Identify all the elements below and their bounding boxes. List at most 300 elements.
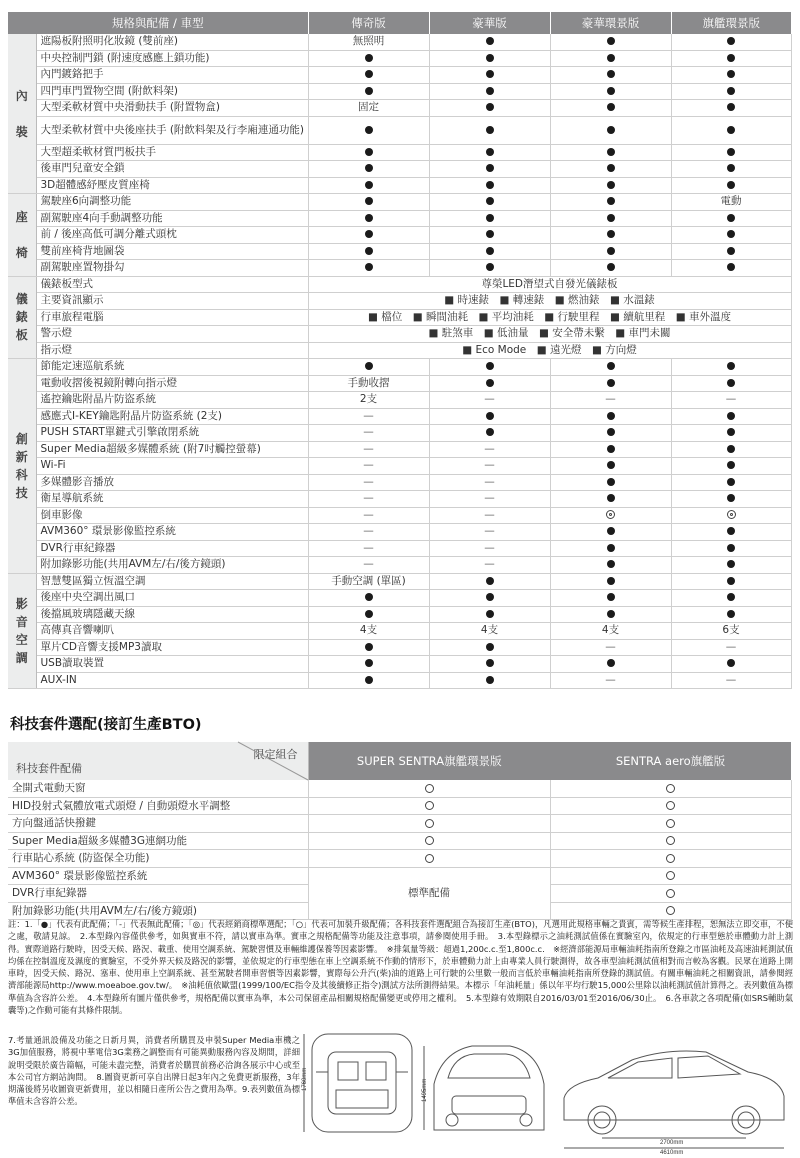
spec-cell <box>671 458 791 475</box>
spec-row <box>8 194 791 211</box>
spec-item-label: 中央控制門鎖 (附速度感應上鎖功能) <box>36 50 308 67</box>
spec-cell <box>308 116 429 144</box>
length-dim: 4610mm <box>660 1150 684 1156</box>
spec-cell: — <box>308 425 429 442</box>
spec-cell <box>429 639 550 656</box>
spec-item-label: 警示燈 <box>36 326 308 343</box>
height-dim: 1495mm <box>422 1078 428 1102</box>
spec-row <box>8 144 791 161</box>
bto-item-label: DVR行車紀錄器 <box>8 885 308 903</box>
spec-cell <box>550 67 671 84</box>
standard-dot-icon <box>607 412 615 420</box>
spec-row <box>8 375 791 392</box>
standard-dot-icon <box>365 362 373 370</box>
standard-dot-icon <box>607 181 615 189</box>
spec-row <box>8 161 791 178</box>
car-side-view <box>564 1051 784 1148</box>
standard-dot-icon <box>607 445 615 453</box>
car-top-view <box>304 1034 412 1132</box>
spec-cell <box>550 507 671 524</box>
spec-item-label: 四門車門置物空間 (附飲料架) <box>36 83 308 100</box>
spec-cell <box>550 177 671 194</box>
standard-dot-icon <box>486 428 494 436</box>
standard-dot-icon <box>365 230 373 238</box>
standard-dot-icon <box>486 643 494 651</box>
spec-row <box>8 507 791 524</box>
standard-dot-icon <box>365 610 373 618</box>
standard-dot-icon <box>607 263 615 271</box>
spec-row <box>8 100 791 117</box>
car-front-view <box>424 1046 544 1130</box>
standard-dot-icon <box>727 164 735 172</box>
standard-dot-icon <box>365 214 373 222</box>
standard-dot-icon <box>486 593 494 601</box>
spec-cell <box>671 83 791 100</box>
spec-row <box>8 672 791 689</box>
standard-dot-icon <box>486 610 494 618</box>
standard-dot-icon <box>365 181 373 189</box>
bto-item-label: 方向盤通話快撥鍵 <box>8 815 308 833</box>
spec-cell <box>308 50 429 67</box>
spec-cell <box>671 507 791 524</box>
spec-cell: — <box>308 474 429 491</box>
spec-cell: — <box>429 557 550 574</box>
spec-cell <box>429 359 550 376</box>
standard-dot-icon <box>365 197 373 205</box>
spec-cell <box>429 34 550 50</box>
spec-item-label: 感應式I-KEY鑰匙附晶片防盜系統 (2支) <box>36 408 308 425</box>
standard-dot-icon <box>727 87 735 95</box>
standard-dot-icon <box>607 103 615 111</box>
bto-cell <box>308 780 550 797</box>
spec-cell <box>429 375 550 392</box>
spec-row <box>8 408 791 425</box>
spec-cell <box>671 243 791 260</box>
spec-cell <box>308 260 429 277</box>
bto-row <box>8 867 791 885</box>
spec-header-row <box>8 12 791 34</box>
spec-cell: — <box>308 458 429 475</box>
spec-cell <box>550 83 671 100</box>
spec-cell: 手動空調 (單區) <box>308 573 429 590</box>
spec-row <box>8 67 791 84</box>
spec-item-label: 單片CD音響支援MP3讀取 <box>36 639 308 656</box>
spec-row <box>8 557 791 574</box>
spec-item-label: 電動收摺後視鏡附轉向指示燈 <box>36 375 308 392</box>
optional-circle-icon <box>666 889 675 898</box>
standard-dot-icon <box>727 230 735 238</box>
standard-dot-icon <box>486 148 494 156</box>
spec-row <box>8 458 791 475</box>
spec-item-label: 多媒體影音播放 <box>36 474 308 491</box>
spec-cell <box>671 50 791 67</box>
spec-cell <box>550 540 671 557</box>
spec-cell <box>671 116 791 144</box>
bto-header-row <box>8 742 791 780</box>
spec-cell <box>550 243 671 260</box>
spec-row <box>8 34 791 50</box>
standard-dot-icon <box>607 577 615 585</box>
spec-row <box>8 474 791 491</box>
spec-cell <box>550 50 671 67</box>
spec-cell <box>308 243 429 260</box>
spec-item-label: 大型柔軟材質中央滑動扶手 (附置物盒) <box>36 100 308 117</box>
bto-cell <box>550 885 791 903</box>
bto-corner-top: 限定組合 <box>253 748 298 761</box>
standard-dot-icon <box>727 478 735 486</box>
spec-row <box>8 425 791 442</box>
spec-item-label: 後座中央空調出風口 <box>36 590 308 607</box>
bto-cell <box>308 850 550 868</box>
standard-dot-icon <box>727 428 735 436</box>
spec-header-luxury-360: 豪華環景版 <box>550 12 671 34</box>
spec-cell <box>671 425 791 442</box>
spec-item-label: 3D超體感紓壓皮質座椅 <box>36 177 308 194</box>
spec-item-label: 衛星導航系統 <box>36 491 308 508</box>
spec-cell <box>671 573 791 590</box>
spec-cell: — <box>671 392 791 409</box>
standard-dot-icon <box>727 54 735 62</box>
spec-item-label: 倒車影像 <box>36 507 308 524</box>
spec-row <box>8 342 791 359</box>
spec-item-label: 前 / 後座高低可調分離式頭枕 <box>36 227 308 244</box>
spec-cell: 手動收摺 <box>308 375 429 392</box>
spec-cell <box>550 359 671 376</box>
optional-circle-icon <box>666 784 675 793</box>
spec-row <box>8 491 791 508</box>
spec-row <box>8 540 791 557</box>
standard-dot-icon <box>365 593 373 601</box>
spec-cell <box>429 590 550 607</box>
standard-dot-icon <box>365 87 373 95</box>
spec-cell: — <box>308 441 429 458</box>
spec-item-label: Wi-Fi <box>36 458 308 475</box>
spec-cell: — <box>429 540 550 557</box>
spec-row <box>8 573 791 590</box>
spec-cell <box>550 557 671 574</box>
standard-dot-icon <box>607 379 615 387</box>
spec-cell <box>429 672 550 689</box>
spec-item-label: 副駕駛座4向手動調整功能 <box>36 210 308 227</box>
spec-cell <box>429 227 550 244</box>
standard-dot-icon <box>486 247 494 255</box>
standard-dot-icon <box>486 230 494 238</box>
spec-span-value: ■ 檔位 ■ 瞬間油耗 ■ 平均油耗 ■ 行駛里程 ■ 續航里程 ■ 車外溫度 <box>308 309 791 326</box>
spec-row <box>8 309 791 326</box>
standard-dot-icon <box>607 478 615 486</box>
optional-circle-icon <box>425 819 434 828</box>
bto-item-label: 行車貼心系統 (防盜保全功能) <box>8 850 308 868</box>
category-dashboard: 儀 錶 板 <box>8 276 36 359</box>
spec-cell: — <box>308 408 429 425</box>
spec-cell <box>550 144 671 161</box>
spec-cell <box>308 639 429 656</box>
spec-span-value: ■ 駐煞車 ■ 低油量 ■ 安全帶未繫 ■ 車門未關 <box>308 326 791 343</box>
optional-circle-icon <box>425 801 434 810</box>
spec-row <box>8 639 791 656</box>
category-av: 影 音 空 調 <box>8 573 36 689</box>
spec-row <box>8 116 791 144</box>
standard-dot-icon <box>607 247 615 255</box>
spec-cell <box>429 606 550 623</box>
standard-dot-icon <box>365 263 373 271</box>
spec-span-value: ■ 時速錶 ■ 轉速錶 ■ 燃油錶 ■ 水溫錶 <box>308 293 791 310</box>
spec-row <box>8 441 791 458</box>
spec-cell <box>671 590 791 607</box>
spec-cell: — <box>308 507 429 524</box>
standard-dot-icon <box>727 126 735 134</box>
spec-item-label: 副駕駛座置物掛勾 <box>36 260 308 277</box>
spec-cell <box>429 260 550 277</box>
standard-dot-icon <box>727 412 735 420</box>
spec-cell <box>671 441 791 458</box>
spec-cell: — <box>429 524 550 541</box>
spec-row <box>8 392 791 409</box>
spec-item-label: 行車旅程電腦 <box>36 309 308 326</box>
spec-cell <box>550 425 671 442</box>
spec-item-label: 駕駛座6向調整功能 <box>36 194 308 211</box>
spec-item-label: 儀錶板型式 <box>36 276 308 293</box>
spec-span-value: ■ Eco Mode ■ 遠光燈 ■ 方向燈 <box>308 342 791 359</box>
standard-dot-icon <box>486 379 494 387</box>
standard-dot-icon <box>727 362 735 370</box>
spec-cell <box>429 100 550 117</box>
standard-dot-icon <box>727 247 735 255</box>
spec-cell: — <box>550 672 671 689</box>
spec-cell <box>671 210 791 227</box>
spec-cell <box>429 573 550 590</box>
spec-cell <box>671 260 791 277</box>
spec-span-value: 尊榮LED潛望式自發光儀錶板 <box>308 276 791 293</box>
spec-cell: — <box>429 458 550 475</box>
standard-dot-icon <box>727 445 735 453</box>
bto-cell <box>550 815 791 833</box>
spec-cell <box>550 116 671 144</box>
standard-dot-icon <box>486 214 494 222</box>
standard-dot-icon <box>486 103 494 111</box>
optional-circle-icon <box>666 819 675 828</box>
spec-cell <box>671 67 791 84</box>
spec-cell <box>308 194 429 211</box>
category-seat: 座 椅 <box>8 194 36 277</box>
standard-dot-icon <box>727 103 735 111</box>
spec-cell: 無照明 <box>308 34 429 50</box>
spec-cell <box>308 177 429 194</box>
bto-cell <box>550 832 791 850</box>
spec-row <box>8 210 791 227</box>
standard-dot-icon <box>486 412 494 420</box>
standard-dot-icon <box>727 560 735 568</box>
standard-dot-icon <box>727 610 735 618</box>
spec-cell: — <box>550 392 671 409</box>
spec-cell <box>429 210 550 227</box>
spec-cell <box>308 210 429 227</box>
spec-cell: — <box>429 474 550 491</box>
spec-cell <box>308 67 429 84</box>
standard-dot-icon <box>727 461 735 469</box>
spec-cell <box>671 375 791 392</box>
spec-cell <box>550 260 671 277</box>
bto-corner-diagonal <box>8 742 308 780</box>
spec-cell <box>429 194 550 211</box>
bto-header-sentra-aero: SENTRA aero旗艦版 <box>550 742 791 780</box>
spec-cell: 4支 <box>550 623 671 640</box>
standard-dot-icon <box>607 428 615 436</box>
standard-dot-icon <box>486 164 494 172</box>
bto-standard-cell: 標準配備 <box>308 867 550 920</box>
standard-dot-icon <box>486 87 494 95</box>
bto-item-label: 附加錄影功能(共用AVM左/右/後方鏡頭) <box>8 902 308 920</box>
standard-dot-icon <box>486 659 494 667</box>
spec-cell: — <box>429 491 550 508</box>
standard-dot-icon <box>486 181 494 189</box>
standard-dot-icon <box>727 37 735 45</box>
spec-cell <box>550 194 671 211</box>
standard-dot-icon <box>486 37 494 45</box>
spec-item-label: DVR行車紀錄器 <box>36 540 308 557</box>
bto-row <box>8 815 791 833</box>
spec-cell <box>671 144 791 161</box>
bto-cell <box>308 832 550 850</box>
spec-cell <box>429 656 550 673</box>
spec-item-label: PUSH START單鍵式引擎啟閉系統 <box>36 425 308 442</box>
spec-cell <box>671 100 791 117</box>
spec-item-label: Super Media超級多媒體系統 (附7吋觸控螢幕) <box>36 441 308 458</box>
bto-row <box>8 780 791 797</box>
spec-cell <box>550 656 671 673</box>
spec-cell: — <box>308 524 429 541</box>
spec-item-label: 節能定速巡航系統 <box>36 359 308 376</box>
spec-cell <box>429 425 550 442</box>
spec-row <box>8 276 791 293</box>
standard-dot-icon <box>486 676 494 684</box>
standard-dot-icon <box>486 577 494 585</box>
spec-cell: — <box>429 392 550 409</box>
spec-cell <box>308 656 429 673</box>
bto-row <box>8 850 791 868</box>
bto-cell <box>308 797 550 815</box>
standard-dot-icon <box>486 197 494 205</box>
standard-dot-icon <box>727 214 735 222</box>
spec-cell <box>308 590 429 607</box>
optional-circle-icon <box>666 854 675 863</box>
spec-row <box>8 243 791 260</box>
standard-dot-icon <box>486 126 494 134</box>
optional-circle-icon <box>425 854 434 863</box>
standard-dot-icon <box>727 577 735 585</box>
optional-circle-icon <box>425 836 434 845</box>
bto-row <box>8 797 791 815</box>
bto-item-label: HID投射式氣體放電式頭燈 / 自動頭燈水平調整 <box>8 797 308 815</box>
spec-item-label: AUX-IN <box>36 672 308 689</box>
bto-title: 科技套件選配(接訂生產BTO) <box>10 717 202 733</box>
footnotes-side: 7.考量通訊設備及功能之日新月異，消費者所購買及申裝Super Media車機之3G加值服務，將視中華電信3G業務之調整而有可能異動服務內容及期間，詳細說明受限於廣告篇幅，可能未盡完整，消費者於購買前務必洽詢各展示中心或至本公司官方網站詢問。 8.圖資更新可享自出牌日起3年內之免費更新服務，3年期滿後將另收圖資更新費用，並以相隨日產所公告之費用為準。9.表列數值為標準值未含容許公差。 <box>8 1035 300 1107</box>
spec-row <box>8 83 791 100</box>
bto-cell <box>550 902 791 920</box>
standard-dot-icon <box>727 494 735 502</box>
bto-body <box>8 780 791 920</box>
standard-dot-icon <box>607 126 615 134</box>
spec-cell <box>671 557 791 574</box>
standard-dot-icon <box>365 54 373 62</box>
spec-cell <box>429 50 550 67</box>
spec-cell: — <box>550 639 671 656</box>
spec-cell <box>429 243 550 260</box>
bto-item-label: Super Media超級多媒體3G連網功能 <box>8 832 308 850</box>
spec-cell: 6支 <box>671 623 791 640</box>
spec-item-label: 指示燈 <box>36 342 308 359</box>
standard-dot-icon <box>486 362 494 370</box>
spec-row <box>8 260 791 277</box>
spec-row <box>8 656 791 673</box>
spec-table <box>8 12 792 689</box>
spec-cell: 2支 <box>308 392 429 409</box>
standard-dot-icon <box>365 676 373 684</box>
spec-item-label: 遮陽板附照明化妝鏡 (雙前座) <box>36 34 308 50</box>
spec-cell <box>308 161 429 178</box>
spec-cell <box>308 83 429 100</box>
standard-dot-icon <box>607 610 615 618</box>
standard-dot-icon <box>727 593 735 601</box>
optional-circle-icon <box>425 784 434 793</box>
wheelbase-dim: 2700mm <box>660 1140 684 1146</box>
standard-dot-icon <box>607 197 615 205</box>
standard-dot-icon <box>486 263 494 271</box>
standard-dot-icon <box>365 70 373 78</box>
spec-cell <box>550 100 671 117</box>
spec-item-label: 後車門兒童安全鎖 <box>36 161 308 178</box>
spec-item-label: 大型超柔軟材質門板扶手 <box>36 144 308 161</box>
spec-cell <box>550 474 671 491</box>
standard-dot-icon <box>607 230 615 238</box>
bto-item-label: AVM360° 環景影像監控系統 <box>8 867 308 885</box>
spec-cell: — <box>308 491 429 508</box>
spec-item-label: 智慧雙區獨立恆溫空調 <box>36 573 308 590</box>
standard-dot-icon <box>607 54 615 62</box>
standard-dot-icon <box>607 362 615 370</box>
bto-table <box>8 742 792 920</box>
spec-row <box>8 359 791 376</box>
bto-header-super-sentra: SUPER SENTRA旗艦環景版 <box>308 742 550 780</box>
spec-cell: — <box>671 672 791 689</box>
spec-cell: — <box>429 441 550 458</box>
bto-item-label: 全開式電動天窗 <box>8 780 308 797</box>
standard-dot-icon <box>607 659 615 667</box>
standard-dot-icon <box>607 37 615 45</box>
spec-cell <box>550 524 671 541</box>
spec-item-label: 高傳真音響喇叭 <box>36 623 308 640</box>
standard-dot-icon <box>486 54 494 62</box>
spec-cell <box>671 474 791 491</box>
standard-dot-icon <box>727 70 735 78</box>
spec-item-label: 遙控鑰匙附晶片防盜系統 <box>36 392 308 409</box>
standard-dot-icon <box>607 494 615 502</box>
standard-dot-icon <box>607 70 615 78</box>
optional-circle-icon <box>666 871 675 880</box>
spec-cell <box>429 408 550 425</box>
spec-cell <box>671 227 791 244</box>
spec-cell <box>550 606 671 623</box>
spec-cell <box>550 34 671 50</box>
spec-header-title: 規格與配備 / 車型 <box>8 12 308 34</box>
standard-dot-icon <box>607 164 615 172</box>
spec-row <box>8 227 791 244</box>
standard-dot-icon <box>365 148 373 156</box>
spec-cell <box>671 161 791 178</box>
optional-circle-icon <box>666 836 675 845</box>
standard-dot-icon <box>607 527 615 535</box>
spec-cell: 固定 <box>308 100 429 117</box>
